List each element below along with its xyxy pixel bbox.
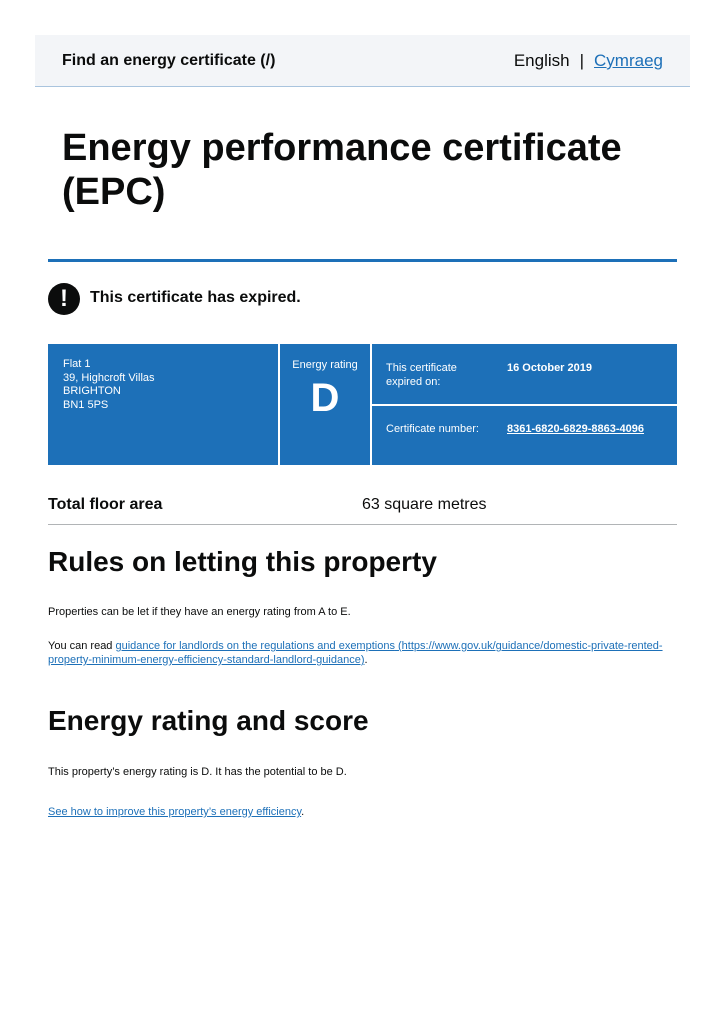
guidance-suffix: . (364, 654, 368, 666)
page-title: Energy performance certificate (EPC) (62, 127, 622, 213)
epc-summary-box (48, 344, 677, 465)
guidance-link-url: (https://www.gov.uk/guidance/domestic-private-rented-property-minimum-energy-efficiency-standard-landlord-guidance) (48, 640, 663, 666)
guidance-link-text: guidance for landlords on the regulations and exemptions (115, 640, 395, 652)
expiry-label: This certificate expired on: (386, 362, 457, 388)
improve-efficiency-link[interactable]: See how to improve this property’s energy efficiency (48, 806, 302, 818)
row-divider (48, 524, 677, 525)
certificate-number-label: Certificate number: (386, 423, 479, 435)
energy-rating-label: Energy rating (292, 359, 358, 371)
address-line: BRIGHTON (63, 385, 121, 397)
letting-paragraph: Properties can be let if they have an energy rating from A to E. (48, 606, 351, 618)
service-name-href: (/) (260, 52, 276, 69)
floor-area-label: Total floor area (48, 496, 163, 513)
letting-guidance-paragraph (48, 639, 668, 667)
expiry-date: 16 October 2019 (507, 362, 592, 374)
letting-heading: Rules on letting this property (48, 546, 437, 577)
language-switcher (514, 51, 663, 71)
warning-text: This certificate has expired. (90, 289, 301, 306)
service-name-text: Find an energy certificate (62, 52, 256, 69)
lang-english: English (513, 51, 570, 70)
energy-rating-heading: Energy rating and score (48, 705, 369, 736)
box-divider (371, 404, 677, 406)
lang-cymraeg-link[interactable]: Cymraeg (594, 51, 663, 70)
address-line: BN1 5PS (63, 398, 109, 411)
lang-separator: | (579, 51, 585, 70)
improve-suffix: . (301, 806, 305, 818)
energy-rating-paragraph: This property’s energy rating is D. It has the potential to be D. (48, 766, 347, 778)
section-divider (48, 259, 677, 262)
improve-efficiency-paragraph (48, 805, 668, 819)
guidance-prefix: You can read (48, 640, 116, 652)
landlord-guidance-link[interactable] (48, 640, 663, 666)
address-line: Flat 1 (63, 358, 91, 370)
service-name-link[interactable] (62, 52, 275, 70)
site-header (35, 35, 690, 87)
floor-area-value: 63 square metres (362, 496, 487, 513)
address-line: 39, Highcroft Villas (63, 371, 155, 384)
energy-rating-value: D (310, 376, 340, 420)
exclamation-icon: ! (48, 283, 80, 315)
certificate-number: 8361-6820-6829-8863-4096 (507, 423, 645, 435)
property-address (63, 358, 155, 412)
